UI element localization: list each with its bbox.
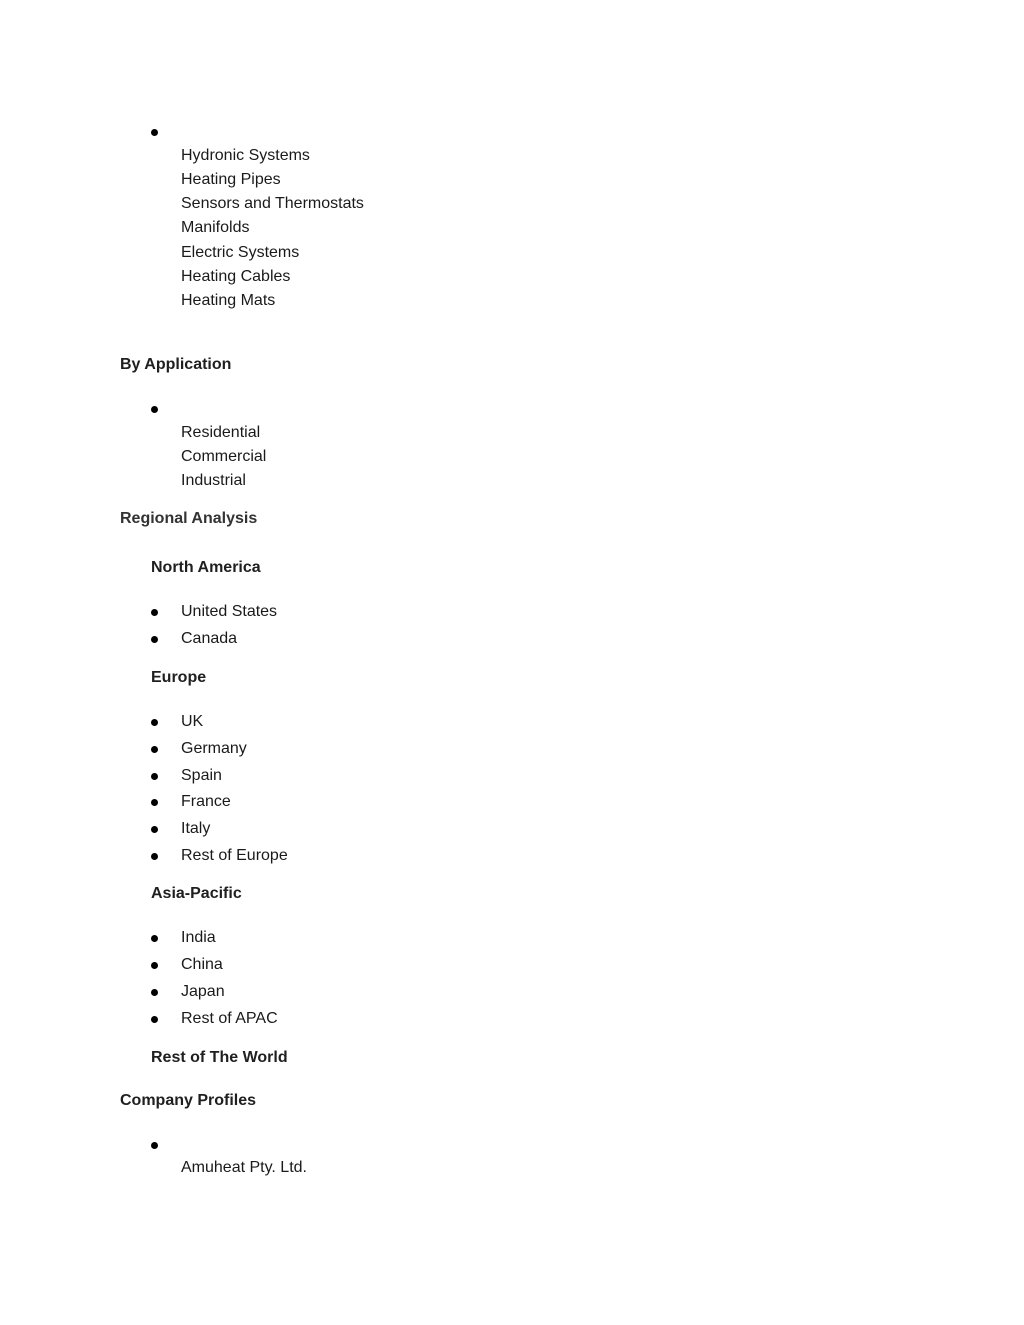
- list-item: Residential: [181, 424, 261, 441]
- list-bullet: [151, 746, 158, 753]
- list-item: China: [181, 956, 223, 973]
- list-item: Spain: [181, 767, 222, 784]
- section-heading-company-profiles: Company Profiles: [120, 1092, 257, 1109]
- list-item: Sensors and Thermostats: [181, 195, 364, 212]
- list-bullet: [151, 609, 158, 616]
- list-bullet: [151, 1016, 158, 1023]
- list-bullet: [151, 799, 158, 806]
- list-item: United States: [181, 603, 278, 620]
- list-item: Amuheat Pty. Ltd.: [181, 1159, 307, 1176]
- list-item: Heating Mats: [181, 292, 276, 309]
- subheading-rest-of-world: Rest of The World: [151, 1049, 288, 1066]
- list-item: Italy: [181, 820, 211, 837]
- list-bullet: [151, 129, 158, 136]
- list-bullet: [151, 853, 158, 860]
- list-bullet: [151, 719, 158, 726]
- list-bullet: [151, 989, 158, 996]
- list-item: Manifolds: [181, 219, 250, 236]
- subheading-north-america: North America: [151, 559, 261, 576]
- section-heading-by-application: By Application: [120, 356, 232, 373]
- list-item: Rest of Europe: [181, 847, 288, 864]
- list-item: Commercial: [181, 448, 267, 465]
- list-bullet: [151, 1142, 158, 1149]
- list-item: India: [181, 929, 216, 946]
- list-item: Hydronic Systems: [181, 147, 310, 164]
- list-item: Heating Cables: [181, 268, 291, 285]
- section-heading-regional-analysis: Regional Analysis: [120, 510, 258, 527]
- list-item: Electric Systems: [181, 244, 300, 261]
- list-item: France: [181, 793, 231, 810]
- list-item: Germany: [181, 740, 247, 757]
- list-item: Industrial: [181, 472, 246, 489]
- subheading-europe: Europe: [151, 669, 207, 686]
- list-item: Japan: [181, 983, 225, 1000]
- list-bullet: [151, 636, 158, 643]
- list-item: UK: [181, 713, 204, 730]
- list-bullet: [151, 935, 158, 942]
- list-item: Canada: [181, 630, 238, 647]
- list-bullet: [151, 773, 158, 780]
- list-bullet: [151, 962, 158, 969]
- list-item: Heating Pipes: [181, 171, 281, 188]
- list-item: Rest of APAC: [181, 1010, 278, 1027]
- list-bullet: [151, 826, 158, 833]
- subheading-asia-pacific: Asia-Pacific: [151, 885, 242, 902]
- list-bullet: [151, 406, 158, 413]
